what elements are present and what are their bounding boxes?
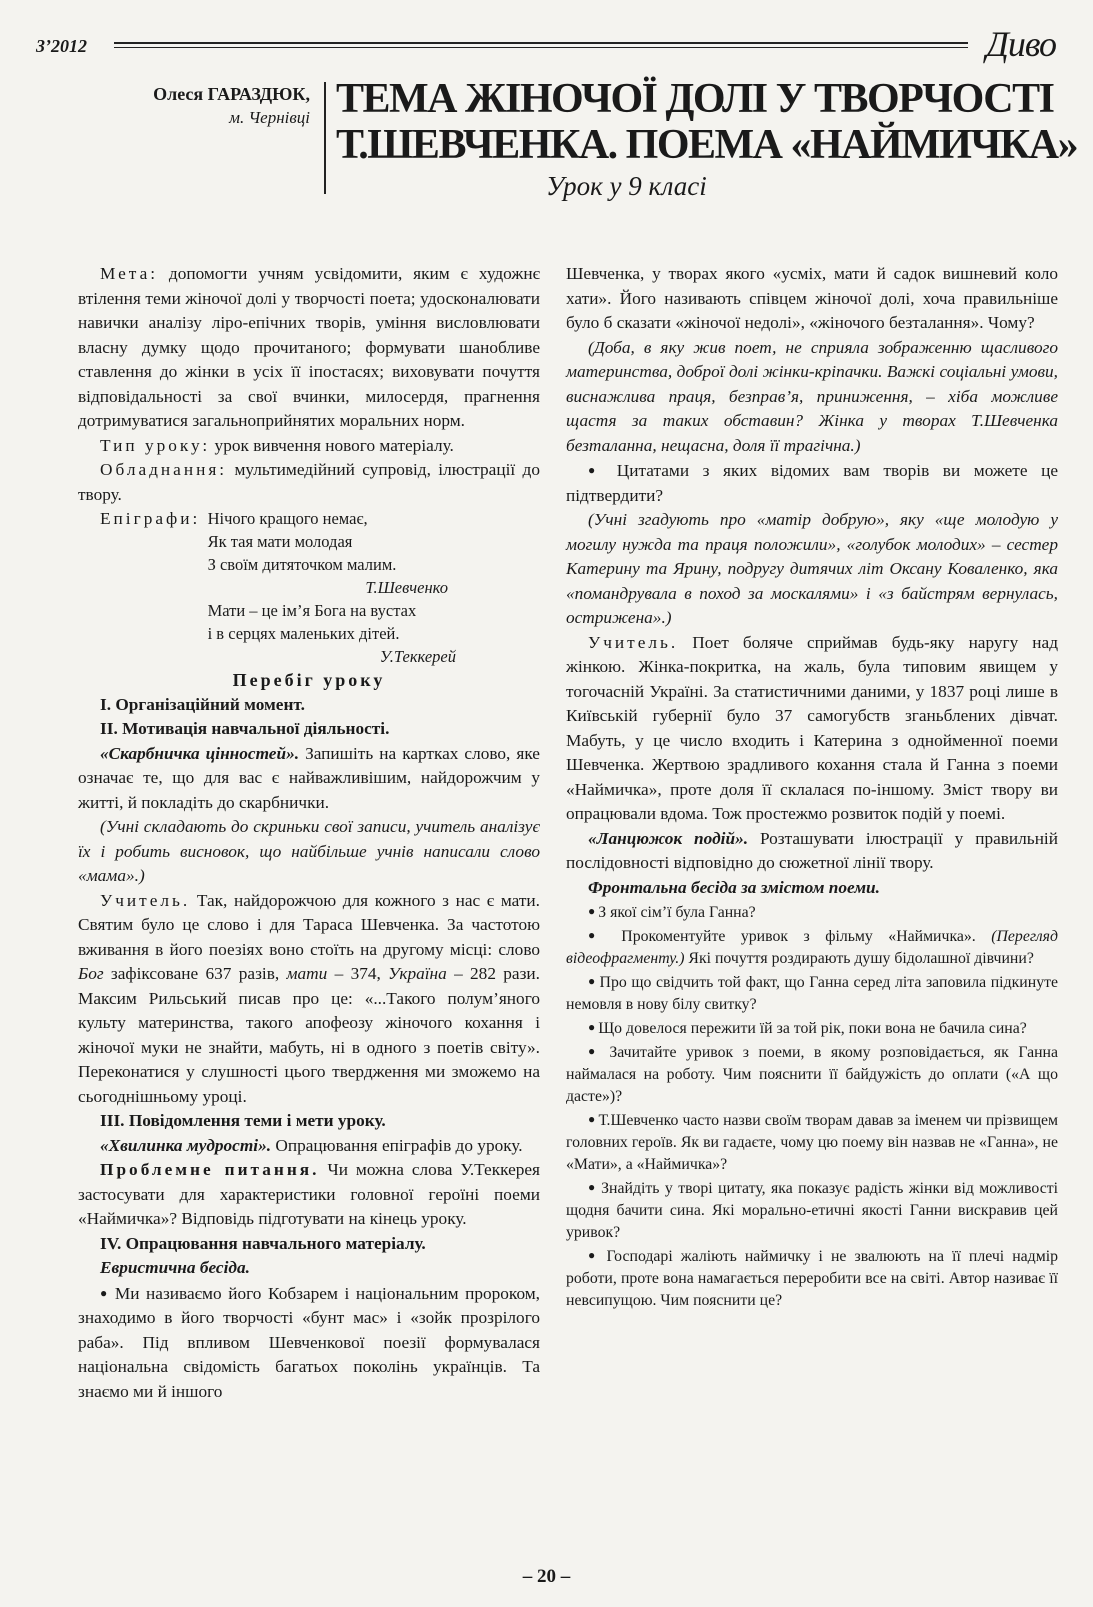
- question-item: ● Т.Шевченко часто назви своїм творам давав за іменем чи прізвищем головних героїв. Як ви гадаєте, чому цю поему він назвав не «Ганна», не «Мати», а «Наймичка»?: [566, 1108, 1058, 1176]
- page-number: – 20 –: [522, 1566, 571, 1587]
- right-column: [566, 262, 1058, 1312]
- goal-label: Мета:: [100, 264, 159, 283]
- epigraphs-body: [208, 507, 540, 668]
- goal-text: допомогти учням усвідомити, яким є художнє втілення теми жіночої долі у творчості поета; удосконалювати навички аналізу ліро-епічних творів, уміння висловлювати власну думку щодо прочитаного; формувати шанобливе ставлення до жінки в усіх її іпостасях; виховувати почуття відповідальності за свої вчинки, милосердя, прагнення дотримуватися загальноприйнятих моральних норм.: [78, 264, 540, 430]
- lesson-type: [78, 434, 540, 459]
- emphasis: Україна: [388, 964, 447, 983]
- question-item: ● З якої сім’ї була Ганна?: [566, 900, 1058, 924]
- article-subtitle: Урок у 9 класі: [546, 171, 707, 201]
- epigraph-line: і в серцях маленьких дітей.: [207, 624, 400, 643]
- exercise-name: «Ланцюжок подій».: [588, 828, 749, 848]
- problem-label: Проблемне питання.: [100, 1160, 320, 1179]
- paragraph-text: Поет боляче сприймав будь-яку наругу над жінкою. Жінка-покритка, на жаль, була типовим явищем у тогочасній Україні. За статистичними даними, у 1837 році лише в Київській губернії було 37 самогубств зганьблених дівчат. Мабуть, у це число входить і Катерина з однойменної поеми Шевченка. Жертвою зрадливого кохання стала й Ганна з поеми «Наймичка», проте доля її склалася по-іншому. Зміст твору ви опрацювали вдома. Тож простежмо розвиток подій у поемі.: [566, 632, 1058, 823]
- epigraphs-label: Епіграфи:: [100, 509, 208, 528]
- question-item: ● Господарі жаліють наймичку і не звалюють на її плечі надмір роботи, проте вона намагається переробити все на світі. Автор називає її невсипущою. Чим пояснити це?: [566, 1244, 1058, 1312]
- course-heading: Перебіг уроку: [232, 670, 386, 690]
- article-title: [336, 76, 1078, 202]
- paragraph-text: Опрацювання епіграфів до уроку.: [271, 1135, 523, 1155]
- emphasis: (Перегляд відеофрагменту.): [566, 928, 1059, 967]
- paragraph: [566, 827, 1058, 876]
- issue-number: 3’2012: [36, 36, 87, 56]
- emphasis: мати: [286, 964, 328, 983]
- paragraph: ● Ми називаємо його Кобзарем і національним пророком, знаходимо в його творчості «бунт мас» і «зойк прозрілого раба». Під впливом Шевченкової поезії формувалася національна свідомість багатьох поколінь українців. Та знаємо ми й іншого: [78, 1281, 540, 1405]
- section-heading: I. Організаційний момент.: [100, 694, 305, 714]
- title-divider: [324, 82, 326, 194]
- subsection-heading: Фронтальна бесіда за змістом поеми.: [588, 877, 880, 897]
- speaker-label: Учитель.: [100, 890, 191, 910]
- type-text: урок вивчення нового матеріалу.: [210, 435, 454, 455]
- epigraph-line: Нічого кращого немає,: [207, 509, 368, 528]
- author-name: Олеся ГАРАЗДЮК,: [153, 84, 310, 104]
- section-heading: IV. Опрацювання навчального матеріалу.: [100, 1233, 426, 1253]
- goal-paragraph: [78, 262, 540, 434]
- emphasis: Бог: [78, 964, 104, 983]
- epigraph-line: З своїм дитяточком малим.: [207, 555, 397, 574]
- epigraph-signature: У.Теккерей: [379, 647, 456, 666]
- paragraph: [566, 631, 1058, 827]
- paragraph: [78, 742, 540, 816]
- question-text: Прокоментуйте уривок з фільму «Наймичка».: [621, 928, 992, 945]
- paragraph-text: – 282 рази. Максим Рильський писав про це: «...Такого полум’яного культу материнства, такого апофеозу жіночого кохання і жіночої муки не знайти, мабуть, ні в одного з поетів світу». Переконатися у слушності цього твердження ми зможемо на сьогоднішньому уроці.: [78, 964, 540, 1106]
- epigraph-signature: Т.Шевченко: [365, 578, 448, 597]
- paragraph: [78, 1134, 540, 1159]
- speaker-label: Учитель.: [588, 632, 679, 652]
- section-heading: III. Повідомлення теми і мети уроку.: [100, 1111, 386, 1130]
- paragraph: (Учні згадують про «матір добрую», яку «ще молодую у могилу нужда та праця положили», «голубок молодих» – сестер Катерину та Ярину, подругу дитячих літ Оксану Коваленко, яка «помандрувала в поход за москалями» і «з байстрям вернулась, острижена».): [566, 510, 1058, 627]
- paragraph: (Учні складають до скриньки свої записи, учитель аналізує їх і робить висновок, що найбільше учнів написали слово «мама».): [78, 817, 540, 885]
- question-item: [566, 924, 1058, 970]
- question-item: ● Про що свідчить той факт, що Ганна серед літа заповила підкинуте немовля в нову білу свитку?: [566, 970, 1058, 1016]
- equip-label: Обладнання:: [100, 460, 228, 479]
- epigraphs: [78, 507, 540, 668]
- paragraph-text: Чи можна слова У.Теккерея застосувати для характеристики головної героїні поеми «Наймичка»? Відповідь підготувати на кінець уроку.: [78, 1160, 540, 1228]
- question-item: ● Знайдіть у творі цитату, яка показує радість жінки від можливості щодня бачити сина. Які морально-етичні якості Ганни виcкравив цей уривок?: [566, 1176, 1058, 1244]
- paragraph: [78, 1158, 540, 1232]
- paragraph: ● Цитатами з яких відомих вам творів ви можете це підтвердити?: [566, 458, 1058, 508]
- question-item: ● Зачитайте уривок з поеми, в якому розповідається, як Ганна наймалася на роботу. Чим пояснити її байдужість до оплати («А що дасте»)?: [566, 1040, 1058, 1108]
- question-text: Які почуття роздирають душу бідолашної дівчини?: [684, 950, 1034, 967]
- paragraph: [78, 889, 540, 1110]
- paragraph-text: Запишіть на картках слово, яке означає те, що для вас є найважливішим, найдорожчим у житті, й покладіть до скарбнички.: [78, 743, 540, 812]
- author-block: [80, 82, 310, 130]
- exercise-name: «Хвилинка мудрості».: [100, 1135, 272, 1155]
- question-item: ● Що довелося пережити їй за той рік, поки вона не бачила сина?: [566, 1016, 1058, 1040]
- left-column: [78, 262, 540, 1404]
- paragraph-text: зафіксоване 637 разів,: [103, 964, 287, 983]
- equipment: [78, 458, 540, 507]
- exercise-name: «Скарбничка цінностей».: [100, 743, 300, 763]
- subsection-heading: Евристична бесіда.: [100, 1258, 250, 1277]
- paragraph-text: Розташувати ілюстрації у правильній послідовності відповідно до сюжетної лінії твору.: [566, 828, 1058, 872]
- type-label: Тип уроку:: [100, 435, 211, 455]
- epigraph-line: Мати – це ім’я Бога на вустах: [207, 601, 417, 620]
- title-line-2: Т.ШЕВЧЕНКА. ПОЕМА «НАЙМИЧКА»: [336, 122, 1078, 168]
- magazine-logo: Диво: [985, 24, 1056, 64]
- title-line-1: ТЕМА ЖІНОЧОЇ ДОЛІ У ТВОРЧОСТІ: [336, 76, 1054, 122]
- running-header: [36, 24, 1056, 68]
- paragraph-text: Так, найдорожчою для кожного з нас є мати. Святим було це слово і для Тараса Шевченка. За частотою вживання в його поезіях воно стоїть на другому місці: слово: [78, 890, 540, 959]
- paragraph: (Доба, в яку жив поет, не сприяла зображенню щасливого материнства, доброї долі жінки-кріпачки. Важкі соціальні умови, виснажлива праця, безправ’я, приниження, – хіба можливе щастя за таких обставин? Жінка у творах Т.Шевченка безталанна, нещасна, доля її трагічна.): [566, 337, 1058, 455]
- paragraph: Шевченка, у творах якого «усміх, мати й садок вишневий коло хати». Його називають співцем жіночої долі, хоча правильніше було б сказати «жіночої недолі», «жіночого безталання». Чому?: [566, 264, 1058, 332]
- paragraph-text: – 374,: [327, 964, 389, 983]
- question-list: [566, 900, 1058, 1312]
- equip-text: мультимедійний супровід, ілюстрації до твору.: [78, 460, 540, 504]
- author-city: м. Чернівці: [229, 108, 310, 127]
- section-heading: II. Мотивація навчальної діяльності.: [100, 719, 390, 738]
- header-rule: [114, 42, 968, 48]
- epigraph-line: Як тая мати молодая: [207, 532, 353, 551]
